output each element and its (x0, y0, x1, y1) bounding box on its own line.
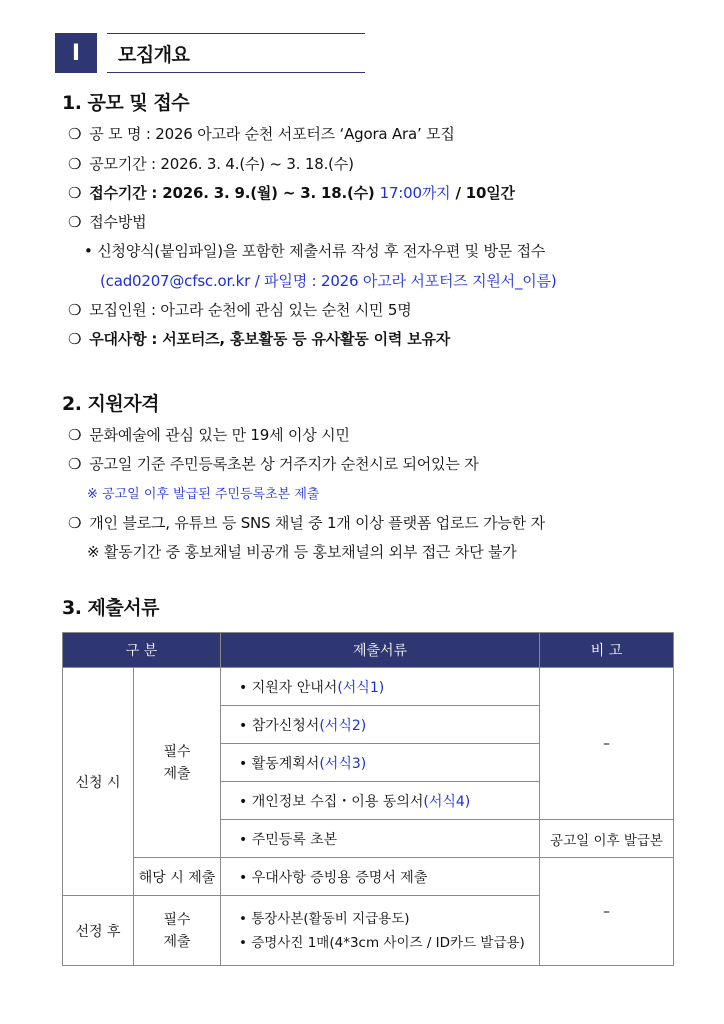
required-label: 필수 제출 (134, 668, 221, 858)
doc-cell (221, 706, 540, 744)
list-item (68, 453, 478, 474)
table-row (63, 858, 674, 896)
item-value: 2026. 3. 4.(수) ~ 3. 18.(수) (160, 155, 354, 173)
table-row (63, 668, 674, 706)
duration: / 10일간 (455, 184, 515, 202)
circle-bullet-icon: ❍ (68, 155, 82, 173)
form-ref: (서식4) (423, 793, 471, 810)
form-ref: (서식1) (337, 679, 385, 696)
item-label: 우대사항 : (89, 330, 158, 348)
list-item (68, 512, 545, 533)
page-title: 모집개요 (118, 44, 190, 66)
item-value: 서포터즈, 홍보활동 등 유사활동 이력 보유자 (162, 330, 451, 348)
note: ※ 공고일 이후 발급된 주민등록초본 제출 (87, 487, 320, 502)
doc-cell (221, 782, 540, 820)
circle-bullet-icon: ❍ (68, 184, 82, 202)
group-apply: 신청 시 (63, 668, 134, 896)
item-label: 접수방법 (89, 213, 147, 231)
remark-cell: – (540, 858, 674, 966)
circle-bullet-icon: ❍ (68, 330, 82, 348)
header-remarks: 비 고 (540, 633, 674, 668)
form-ref: (서식3) (319, 755, 367, 772)
list-item (68, 182, 515, 203)
remark-cell: 공고일 이후 발급본 (540, 820, 674, 858)
doc-cell: • 주민등록 초본 (221, 820, 540, 858)
divider (107, 72, 365, 73)
method-text: 신청양식(붙임파일)을 포함한 제출서류 작성 후 전자우편 및 방문 접수 (97, 242, 546, 260)
list-item (68, 424, 350, 445)
circle-bullet-icon: ❍ (68, 514, 82, 532)
doc-cell (221, 744, 540, 782)
circle-bullet-icon: ❍ (68, 213, 82, 231)
if-applicable-label: 해당 시 제출 (134, 858, 221, 896)
item-value: 공고일 기준 주민등록초본 상 거주지가 순천시로 되어있는 자 (89, 455, 479, 473)
method-email: (cad0207@cfsc.or.kr / 파일명 : 2026 아고라 서포터즈 지원서_이름) (100, 272, 557, 290)
required-label: 필수 제출 (134, 896, 221, 966)
item-label: 모집인원 : (89, 301, 156, 319)
circle-bullet-icon: ❍ (68, 125, 82, 143)
doc-name: • 통장사본(활동비 지급용도) (239, 910, 410, 927)
item-value: 문화예술에 관심 있는 만 19세 이상 시민 (89, 426, 350, 444)
group-after: 선정 후 (63, 896, 134, 966)
header-category: 구 분 (63, 633, 221, 668)
doc-name: • 증명사진 1매(4*3cm 사이즈 / ID카드 발급용) (239, 934, 525, 951)
note: ※ 활동기간 중 홍보채널 비공개 등 홍보채널의 외부 접근 차단 불가 (87, 543, 517, 561)
item-value: 아고라 순천에 관심 있는 순천 시민 5명 (160, 301, 412, 319)
item-value: 2026 아고라 순천 서포터즈 ‘Agora Ara’ 모집 (155, 125, 455, 143)
documents-table (62, 632, 674, 966)
divider (107, 33, 365, 34)
item-label: 공모기간 : (89, 155, 156, 173)
list-item (68, 123, 455, 144)
doc-cell: • 우대사항 증빙용 증명서 제출 (221, 858, 540, 896)
list-item (68, 328, 450, 349)
header-documents: 제출서류 (221, 633, 540, 668)
dot-bullet-icon: • (84, 242, 93, 260)
table-header-row (63, 633, 674, 668)
item-value: 2026. 3. 9.(월) ~ 3. 18.(수) (162, 184, 375, 202)
doc-name: • 참가신청서 (239, 717, 320, 734)
section-2-title: 2. 지원자격 (62, 393, 159, 415)
doc-cell (221, 896, 540, 966)
section-3-title: 3. 제출서류 (62, 597, 159, 619)
section-number: Ⅰ (55, 33, 97, 73)
item-label: 공 모 명 : (89, 125, 151, 143)
form-ref: (서식2) (319, 717, 367, 734)
item-value: 개인 블로그, 유튜브 등 SNS 채널 중 1개 이상 플랫폼 업로드 가능한 자 (89, 514, 545, 532)
list-item (68, 153, 354, 174)
deadline-time: 17:00까지 (379, 184, 451, 202)
method-detail (84, 240, 545, 261)
doc-name: • 개인정보 수집・이용 동의서 (239, 793, 424, 810)
circle-bullet-icon: ❍ (68, 301, 82, 319)
item-label: 접수기간 : (89, 184, 158, 202)
doc-name: • 활동계획서 (239, 755, 320, 772)
list-item (68, 211, 146, 232)
circle-bullet-icon: ❍ (68, 455, 82, 473)
list-item (68, 299, 412, 320)
remark-cell: – (540, 668, 674, 820)
doc-cell (221, 668, 540, 706)
circle-bullet-icon: ❍ (68, 426, 82, 444)
doc-name: • 지원자 안내서 (239, 679, 338, 696)
section-1-title: 1. 공모 및 접수 (62, 92, 190, 114)
